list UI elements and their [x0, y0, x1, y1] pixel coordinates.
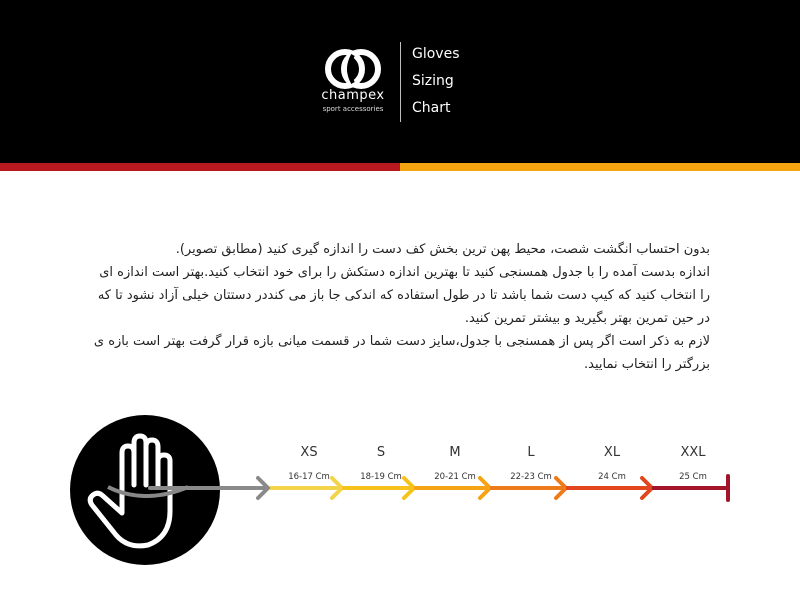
size-label-s: S	[376, 445, 386, 460]
champex-logo-icon	[322, 46, 384, 92]
brand-name: champex	[321, 88, 385, 103]
instruction-paragraph-3: لازم به ذکر است اگر پس از همسنجی با جدول،سایز دست شما در قسمت میانی بازه قرار گرفت بهتر است بازه ی بزرگتر را انتخاب نمایید.	[93, 334, 710, 372]
scale-lead-arrow	[150, 478, 268, 498]
header-stripe-red	[0, 163, 400, 171]
size-label-xxl: XXL	[680, 445, 706, 460]
size-range-m: 20-21 Cm	[434, 472, 476, 482]
brand-tagline: sport accessories	[322, 105, 384, 113]
size-range-l: 22-23 Cm	[510, 472, 552, 482]
size-label-m: M	[449, 445, 461, 460]
size-range-xl: 24 Cm	[598, 472, 626, 482]
header-divider	[400, 42, 401, 122]
size-range-xxl: 25 Cm	[679, 472, 707, 482]
size-label-l: L	[527, 445, 535, 460]
title-line-2: Sizing	[412, 73, 454, 89]
size-range-xs: 16-17 Cm	[288, 472, 330, 482]
header-stripe-yellow	[400, 163, 800, 171]
instruction-paragraph-1: بدون احتساب انگشت شصت، محیط پهن ترین بخش کف دست را اندازه گیری کنید (مطابق تصویر).	[175, 242, 710, 257]
title-line-3: Chart	[412, 100, 451, 116]
title-line-1: Gloves	[412, 46, 460, 62]
size-label-xl: XL	[603, 445, 621, 460]
instructions-text	[90, 238, 710, 376]
size-label-xs: XS	[300, 445, 318, 460]
size-range-s: 18-19 Cm	[360, 472, 402, 482]
instruction-paragraph-2: اندازه بدست آمده را با جدول همسنجی کنید تا بهترین اندازه دستکش را برای خود انتخاب کنید.بهتر است اندازه ای را انتخاب کنید که کیپ دست شما باشد تا در طول استفاده که اندکی جا باز می کنددر دستتان خیلی آزاد نشود تا که در حین تمرین بهتر بگیرید و بیشتر تمرین کنید.	[97, 265, 710, 326]
